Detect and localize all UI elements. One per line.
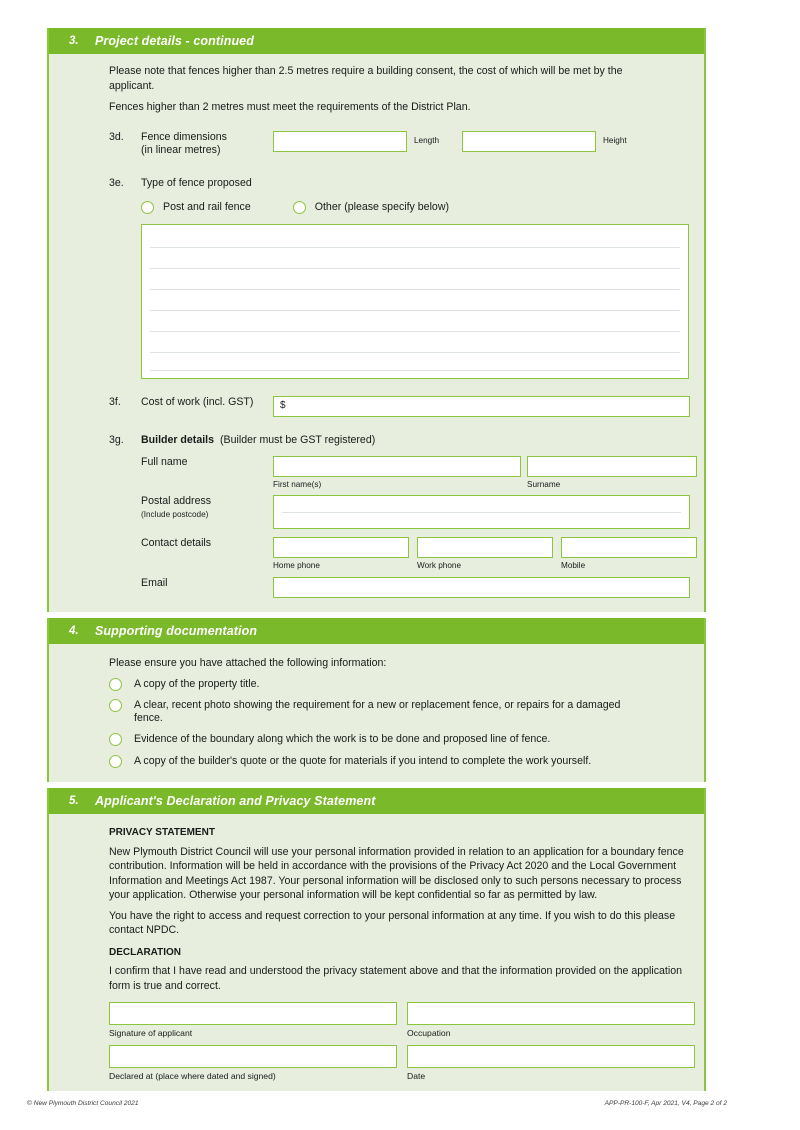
- list-item: [63, 678, 690, 691]
- date-label: Date: [407, 1071, 426, 1081]
- section-project-details: [47, 28, 706, 612]
- occupation-group: [407, 1002, 695, 1038]
- signature-label: Signature of applicant: [109, 1028, 193, 1038]
- row-declared-at-date: [63, 1045, 690, 1081]
- fence-height-input[interactable]: [462, 131, 596, 152]
- section-4-title: Supporting documentation: [95, 624, 258, 638]
- date-group: [407, 1045, 695, 1081]
- builder-work-phone-label: Work phone: [417, 560, 461, 570]
- row-cost-of-work: [63, 396, 690, 417]
- fence-type-details-textarea[interactable]: [141, 224, 689, 379]
- builder-email-label: Email: [141, 576, 168, 589]
- section-declaration-privacy: [47, 788, 706, 1091]
- postal-address-label-line2: (Include postcode): [141, 509, 209, 519]
- builder-mobile-label: Mobile: [561, 560, 586, 570]
- date-input[interactable]: [407, 1045, 695, 1068]
- checkbox-boundary-evidence-label: Evidence of the boundary along which the work is to be done and proposed line of fence.: [134, 732, 551, 745]
- builder-gst-note: (Builder must be GST registered): [220, 433, 376, 446]
- list-item: [63, 755, 690, 768]
- radio-other-fence-label: Other (please specify below): [314, 200, 449, 213]
- radio-post-and-rail-fence[interactable]: [141, 201, 154, 214]
- fence-length-input[interactable]: [273, 131, 407, 152]
- privacy-statement-paragraph-1: New Plymouth District Council will use your personal information provided in relation to an application for a boundary fence contribution. Information will be held in accordance with the provisions of the Privacy Act 2020 and the Local Government Information and Meetings Act 1987. Your personal information will be disclosed only to such persons necessary to process your application. Otherwise your personal information will be kept confidential so far as permitted by law.: [109, 845, 684, 901]
- section-3-title: Project details - continued: [95, 34, 254, 48]
- fence-height-label: Height: [603, 135, 627, 145]
- home-phone-group: [273, 537, 409, 570]
- occupation-input[interactable]: [407, 1002, 695, 1025]
- checkbox-builders-quote[interactable]: [109, 755, 122, 768]
- section-4-body: [49, 644, 704, 780]
- first-name-group: [273, 456, 521, 489]
- fence-type-options: [63, 201, 690, 214]
- declaration-text: I confirm that I have read and understood the privacy statement above and that the information provided on the application form is true and correct.: [109, 965, 683, 992]
- fence-dimensions-label-line2: (in linear metres): [141, 143, 221, 156]
- builder-surname-input[interactable]: [527, 456, 697, 477]
- privacy-statement-paragraph-2: You have the right to access and request correction to your personal information at any time. If you wish to do this please contact NPDC.: [109, 909, 676, 936]
- question-3d-label: [141, 131, 273, 157]
- builder-first-name-input[interactable]: [273, 456, 521, 477]
- builder-first-name-label: First name(s): [273, 479, 322, 489]
- footer-copyright: © New Plymouth District Council 2021: [27, 1100, 139, 1107]
- section-4-number: 4.: [69, 625, 79, 637]
- section-5-body: [49, 814, 704, 1093]
- checkbox-recent-photo[interactable]: [109, 699, 122, 712]
- question-3d-number: 3d.: [109, 130, 124, 143]
- section-5-number: 5.: [69, 795, 79, 807]
- page-footer: [27, 1100, 727, 1107]
- builder-postal-address-input[interactable]: [273, 495, 690, 529]
- postal-address-label-line1: Postal address: [141, 494, 212, 507]
- district-plan-note: Fences higher than 2 metres must meet the requirements of the District Plan.: [109, 101, 471, 113]
- signature-group: [109, 1002, 397, 1038]
- occupation-label: Occupation: [407, 1028, 451, 1038]
- row-builder-email: [63, 577, 690, 598]
- row-builder-postal-address: [63, 495, 690, 529]
- section-3-header: [49, 28, 704, 54]
- question-3g-number: 3g.: [109, 433, 124, 446]
- section-supporting-documentation: [47, 618, 706, 782]
- declared-at-group: [109, 1045, 397, 1081]
- radio-post-and-rail-fence-label: Post and rail fence: [163, 200, 251, 213]
- question-3e-number: 3e.: [109, 176, 124, 189]
- declaration-heading: DECLARATION: [109, 946, 182, 958]
- section-3-body: [49, 54, 704, 610]
- cost-of-work-field[interactable]: [273, 396, 690, 417]
- checkbox-property-title[interactable]: [109, 678, 122, 691]
- row-signature-occupation: [63, 1002, 690, 1038]
- checkbox-builders-quote-label: A copy of the builder's quote or the quote for materials if you intend to complete the work yourself.: [134, 754, 592, 767]
- row-fence-type: [63, 177, 690, 190]
- checkbox-boundary-evidence[interactable]: [109, 733, 122, 746]
- section-3-number: 3.: [69, 35, 79, 47]
- list-item: [63, 733, 690, 746]
- declared-at-input[interactable]: [109, 1045, 397, 1068]
- builder-postal-address-label: [141, 495, 273, 521]
- question-3f-label: Cost of work (incl. GST): [141, 395, 254, 408]
- mobile-group: [561, 537, 697, 570]
- fence-dimensions-label-line1: Fence dimensions: [141, 130, 227, 143]
- builder-home-phone-input[interactable]: [273, 537, 409, 558]
- declared-at-label: Declared at (place where dated and signed): [109, 1071, 276, 1081]
- list-item: [63, 699, 690, 725]
- section-5-title: Applicant's Declaration and Privacy Statement: [95, 794, 376, 808]
- builder-details-label: Builder details: [141, 433, 214, 446]
- surname-group: [527, 456, 697, 489]
- section-5-header: [49, 788, 704, 814]
- builder-email-input[interactable]: [273, 577, 690, 598]
- radio-other-fence[interactable]: [293, 201, 306, 214]
- row-fence-dimensions: [63, 131, 690, 157]
- section-4-header: [49, 618, 704, 644]
- row-builder-full-name: [63, 456, 690, 489]
- row-builder-contact-details: [63, 537, 690, 570]
- builder-work-phone-input[interactable]: [417, 537, 553, 558]
- fence-consent-note: Please note that fences higher than 2.5 metres require a building consent, the cost of which will be met by the applicant.: [109, 65, 623, 92]
- builder-contact-details-label: Contact details: [141, 536, 212, 549]
- builder-surname-label: Surname: [527, 479, 561, 489]
- fence-length-label: Length: [414, 135, 440, 145]
- checkbox-recent-photo-label: A clear, recent photo showing the requirement for a new or replacement fence, or repairs for a damaged fence.: [134, 698, 621, 724]
- builder-full-name-label: Full name: [141, 455, 188, 468]
- signature-input[interactable]: [109, 1002, 397, 1025]
- builder-mobile-input[interactable]: [561, 537, 697, 558]
- currency-prefix: $: [280, 399, 286, 411]
- builder-home-phone-label: Home phone: [273, 560, 320, 570]
- footer-reference: APP-PR-100-F, Apr 2021, V4, Page 2 of 2: [604, 1100, 727, 1107]
- work-phone-group: [417, 537, 553, 570]
- question-3f-number: 3f.: [109, 395, 121, 408]
- row-builder-details-heading: [63, 434, 690, 447]
- supporting-docs-intro: Please ensure you have attached the following information:: [109, 657, 387, 669]
- privacy-statement-heading: PRIVACY STATEMENT: [109, 827, 215, 838]
- question-3e-label: Type of fence proposed: [141, 176, 252, 189]
- checkbox-property-title-label: A copy of the property title.: [134, 677, 260, 690]
